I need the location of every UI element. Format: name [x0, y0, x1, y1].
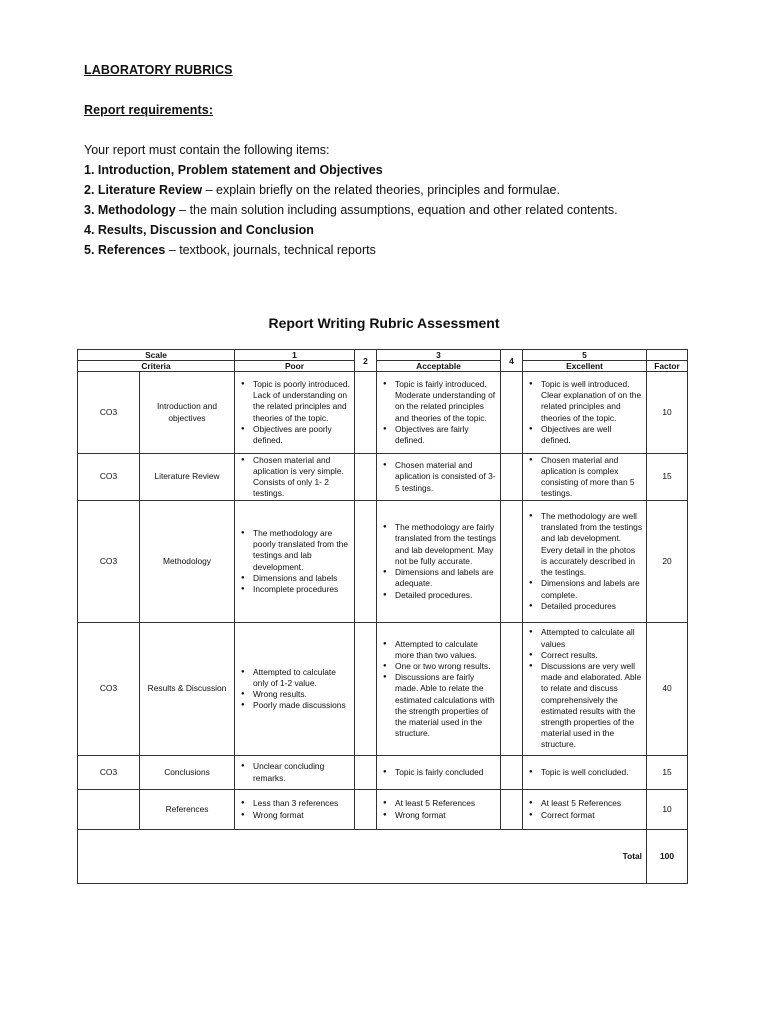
criteria-cell: Conclusions — [140, 756, 235, 790]
scale-number-5: 5 — [523, 350, 647, 361]
acceptable-cell — [377, 454, 501, 501]
list-item: ● Poorly made discussions — [253, 700, 350, 711]
table-row — [78, 790, 688, 830]
list-item: ● Dimensions and labels — [253, 573, 350, 584]
poor-cell — [235, 454, 355, 501]
list-item: ● Topic is poorly introduced. Lack of understanding on the related principles and theories of the topic. — [253, 379, 350, 424]
list-item: ● At least 5 References — [541, 798, 642, 809]
list-item: ● Attempted to calculate more than two values. — [395, 639, 496, 661]
scale-number-4: 4 — [501, 350, 523, 372]
table-row — [78, 623, 688, 756]
empty-cell — [355, 756, 377, 790]
list-item: ● Wrong format — [253, 810, 350, 821]
factor-cell: 40 — [647, 623, 688, 756]
criteria-cell: Introduction and objectives — [140, 372, 235, 454]
total-label: Total — [78, 830, 647, 884]
requirement-item-2 — [84, 180, 618, 200]
scale-name-acceptable: Acceptable — [377, 361, 501, 372]
poor-cell — [235, 790, 355, 830]
table-row — [78, 372, 688, 454]
factor-spacer — [647, 350, 688, 361]
scale-name-excellent: Excellent — [523, 361, 647, 372]
factor-cell: 15 — [647, 454, 688, 501]
factor-label: Factor — [647, 361, 688, 372]
total-row — [78, 830, 688, 884]
empty-cell — [355, 372, 377, 454]
criteria-label: Criteria — [78, 361, 235, 372]
table-row — [78, 501, 688, 623]
list-item: ● Unclear concluding remarks. — [253, 761, 350, 783]
list-item: ● Objectives are poorly defined. — [253, 424, 350, 446]
excellent-cell — [523, 756, 647, 790]
empty-cell — [501, 756, 523, 790]
report-requirements-heading: Report requirements: — [84, 103, 214, 117]
list-item: ● Objectives are fairly defined. — [395, 424, 496, 446]
scale-name-poor: Poor — [235, 361, 355, 372]
requirements-lead: Your report must contain the following items: — [84, 143, 330, 157]
empty-cell — [501, 501, 523, 623]
list-item: ● One or two wrong results. — [395, 661, 496, 672]
co-cell: CO3 — [78, 501, 140, 623]
empty-cell — [501, 454, 523, 501]
requirement-item-1 — [84, 160, 618, 180]
list-item: ● Discussions are fairly made. Able to relate the estimated calculations with the strength properties of the material used in the structure. — [395, 672, 496, 739]
poor-cell — [235, 372, 355, 454]
list-item: ● Wrong format — [395, 810, 496, 821]
list-item: ● Attempted to calculate all values — [541, 627, 642, 649]
list-item: ● Chosen material and aplication is consisted of 3-5 testings. — [395, 460, 496, 494]
requirement-title: 2. Literature Review — [84, 183, 203, 197]
list-item: ● Wrong results. — [253, 689, 350, 700]
requirement-item-5 — [84, 240, 618, 260]
list-item: ● Correct format — [541, 810, 642, 821]
acceptable-cell — [377, 790, 501, 830]
list-item: ● Detailed procedures. — [395, 590, 496, 601]
scale-number-3: 3 — [377, 350, 501, 361]
list-item: ● The methodology are well translated from the testings and lab development. Every detail in the photos is accurately described in the testings. — [541, 511, 642, 578]
requirements-list — [84, 140, 618, 260]
excellent-cell — [523, 454, 647, 501]
empty-cell — [501, 372, 523, 454]
excellent-cell — [523, 623, 647, 756]
requirement-title: 4. Results, Discussion and Conclusion — [84, 223, 314, 237]
list-item: ● Dimensions and labels are adequate. — [395, 567, 496, 589]
criteria-cell: Methodology — [140, 501, 235, 623]
factor-cell: 20 — [647, 501, 688, 623]
list-item: ● Less than 3 references — [253, 798, 350, 809]
empty-cell — [355, 790, 377, 830]
list-item: ● Chosen material and aplication is complex consisting of more than 5 testings. — [541, 455, 642, 500]
list-item: ● Discussions are very well made and elaborated. Able to relate and discuss comprehensively the estimated results with the strength properties of the material used in the structure. — [541, 661, 642, 751]
list-item: ● Dimensions and labels are complete. — [541, 578, 642, 600]
requirement-detail: – the main solution including assumptions, equation and other related contents. — [175, 203, 618, 217]
poor-cell — [235, 756, 355, 790]
acceptable-cell — [377, 372, 501, 454]
factor-cell: 15 — [647, 756, 688, 790]
requirement-title: 5. References — [84, 243, 166, 257]
requirement-detail: – textbook, journals, technical reports — [165, 243, 376, 257]
requirement-title: 1. Introduction, Problem statement and Objectives — [84, 163, 383, 177]
acceptable-cell — [377, 623, 501, 756]
list-item: ● Topic is well concluded. — [541, 767, 642, 778]
rubric-table — [77, 349, 688, 884]
co-cell: CO3 — [78, 623, 140, 756]
list-item: ● Attempted to calculate only of 1-2 value. — [253, 667, 350, 689]
excellent-cell — [523, 790, 647, 830]
requirement-title: 3. Methodology — [84, 203, 176, 217]
poor-cell — [235, 623, 355, 756]
scale-header-row — [78, 350, 688, 361]
acceptable-cell — [377, 756, 501, 790]
list-item: ● At least 5 References — [395, 798, 496, 809]
scale-label: Scale — [78, 350, 235, 361]
requirement-item-4 — [84, 220, 618, 240]
table-row — [78, 756, 688, 790]
requirement-detail: – explain briefly on the related theories, principles and formulae. — [202, 183, 560, 197]
list-item: ● Incomplete procedures — [253, 584, 350, 595]
co-cell: CO3 — [78, 454, 140, 501]
co-cell — [78, 790, 140, 830]
list-item: ● Topic is fairly concluded — [395, 767, 496, 778]
empty-cell — [501, 790, 523, 830]
excellent-cell — [523, 501, 647, 623]
criteria-cell: Literature Review — [140, 454, 235, 501]
criteria-cell: References — [140, 790, 235, 830]
excellent-cell — [523, 372, 647, 454]
scale-number-2: 2 — [355, 350, 377, 372]
total-value: 100 — [647, 830, 688, 884]
rubric-title: Report Writing Rubric Assessment — [268, 315, 500, 331]
criteria-cell: Results & Discussion — [140, 623, 235, 756]
factor-cell: 10 — [647, 372, 688, 454]
list-item: ● Chosen material and aplication is very simple. Consists of only 1- 2 testings. — [253, 455, 350, 500]
list-item: ● The methodology are poorly translated from the testings and lab development. — [253, 528, 350, 573]
empty-cell — [355, 501, 377, 623]
list-item: ● Objectives are well defined. — [541, 424, 642, 446]
poor-cell — [235, 501, 355, 623]
scale-number-1: 1 — [235, 350, 355, 361]
criteria-header-row — [78, 361, 688, 372]
acceptable-cell — [377, 501, 501, 623]
list-item: ● Topic is well introduced. Clear explanation of on the related principles and theories of the topic. — [541, 379, 642, 424]
list-item: ● Topic is fairly introduced. Moderate understanding of on the related principles and theories of the topic. — [395, 379, 496, 424]
table-row — [78, 454, 688, 501]
empty-cell — [355, 623, 377, 756]
requirement-item-3 — [84, 200, 618, 220]
co-cell: CO3 — [78, 372, 140, 454]
lab-rubrics-heading: LABORATORY RUBRICS — [84, 63, 233, 77]
co-cell: CO3 — [78, 756, 140, 790]
factor-cell: 10 — [647, 790, 688, 830]
empty-cell — [355, 454, 377, 501]
list-item: ● Detailed procedures — [541, 601, 642, 612]
empty-cell — [501, 623, 523, 756]
list-item: ● The methodology are fairly translated from the testings and lab development. May not be fully accurate. — [395, 522, 496, 567]
list-item: ● Correct results. — [541, 650, 642, 661]
